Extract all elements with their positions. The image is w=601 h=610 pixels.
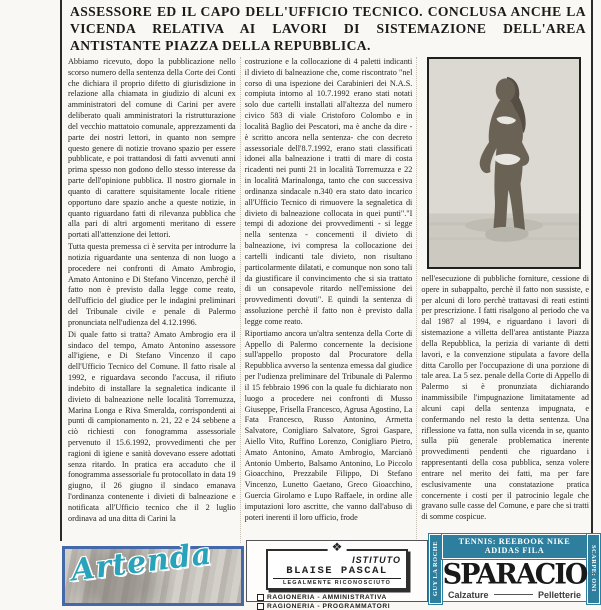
pascal-course-list bbox=[257, 594, 427, 610]
page-left-rule bbox=[60, 0, 62, 541]
left-strip-label: GUY LA ROCHE bbox=[432, 541, 439, 597]
paragraph: Riportiamo ancora un'altra sentenza della Corte di Appello di Palermo concernente la decisione sull'appello proposto dal Procuratore della Repubblica avverso la sentenza emessa dal giudice per l'udienza preliminare del Tribunale di Palermo il 15 febbraio 1996 con la quale fu dichiarato non luogo a procedere nei confronti di Musso Giuseppe, Frisella Francesco, Agrusa Agostino, La Fata Francesco, Russo Antonino, Armetta Salvatore, Conigliaro Salvatore, Sgroi Gaspare, Aiello Vito, Ruffino Lorenzo, Conigliaro Pietro, Amato Antonino, Amato Ambrogio, Marcianò Antonio Umberto, Balsamo Antonino, Lo Piccolo Gioacchino, Prezzabile Filippo, Di Stefano Vincenzo, Lunetto Gaetano, Greco Gioacchino, Guercia Girolamo e Lupo Raffaele, in ordine alle imputazioni loro ascritte, che vanno dall'abuso di poteri inerenti il loro ufficio, frode bbox=[244, 328, 413, 522]
article-column-2 bbox=[245, 57, 418, 543]
pascal-logo-box bbox=[266, 540, 408, 590]
artenda-brand: Artenda bbox=[69, 536, 214, 589]
ad-artenda bbox=[62, 536, 244, 606]
checkbox-bullet-icon bbox=[257, 594, 264, 601]
divider-line bbox=[494, 594, 533, 595]
right-strip-label: SCARPE: ONI bbox=[590, 545, 597, 593]
sparacio-right-strip bbox=[587, 534, 600, 604]
paragraph: costruzione e la collocazione di 4 paletti indicanti il divieto di balneazione che, come riscontrato "nel corso di una ispezione dei Carabinieri dei N.A.S. compiuta intorno al 10.7.1992 erano stati notati solo due cartelli installati all'altezza del numero civico 583 di viale Cristoforo Colombo e in località Baglio dei Pescatori, ma è anche da dire - è scritto ancora nella sentenza- che con decreto assessoriale dell'8.7.1992, erano stati classificati idonei alla balneazione i tratti di mare di costa ricadenti nei punti 21 in località Torremuzza e 22 in località Marinalonga, tanto che con successiva ordinanza sindacale n.340 era stato dato incarico all'Ufficio Tecnico di rimuovere la segnaletica di divieto di balneazione collocata in quei punti"."I tempi di adozione dei provvedimenti - si legge nella sentenza - concernenti il divieto di balneazione, ivi compresa la collocazione dei cartelli indicanti tale divieto, non risultano particolarmente dilatati, e comunque non sono tali da giustificare il convincimento che si sia trattato di un consapevole ritardo nell'emissione dei provvedimenti dovuti". E quindi la sentenza di assoluzione perchè il fatto non è previsto dalla legge come reato. bbox=[244, 57, 413, 326]
paragraph: Di quale fatto si tratta? Amato Ambrogio era il sindaco del tempo, Amato Antonino assessore all'igiene, e Di Stefano Vincenzo il capo dell'Ufficio Tecnico del Comune. Il fatto risale al 1992, e riguardava secondo l'accusa, il rifiuto indebito di installare la segnaletica indicante il divieto di balneazione nelle località Torremuzza, Marina Longa e Riva Smeralda, corrispondenti ai punti di campionamento n. 21, 22 e 24 sebbene a ciò richiesti con fonogramma assessoriale pervenuto il 15.6.1992, provvedimenti che per ragioni di igiene e sanità dovevano essere adottati senza ritardo. In pratica era accaduto che il fonogramma assessoriale fu protocollato in data 19 giugno, il 26 giugno il sindaco emanava l'ordinanza contenente i divieti di balneazione e notificata all'Ufficio tecnico che il 2 luglio ordinava ad una ditta di Carini la bbox=[68, 329, 236, 523]
article-headline: ASSESSORE ED IL CAPO DELL'UFFICIO TECNICO. CONCLUSA ANCHE LA VICENDA RELATIVA AI LAVORI DI SISTEMAZIONE DELL'AREA ANTISTANTE PIAZZA DELLA REPUBBLICA. bbox=[70, 4, 586, 54]
checkbox-bullet-icon bbox=[257, 603, 264, 610]
paragraph: Tutta questa premessa ci è servita per introdurre la notizia riguardante una sentenza di non luogo a procedere nei confronti di Amato Ambrogio, Amato Antonino e Di Stefano Vincenzo, perchè il fatto non è previsto dalla legge come reato, dell'ufficio del giudice per le indagini preliminari del Tribunale civile e penale di Palermo pronunciata nell'udienza del 4.12.1996. bbox=[68, 242, 236, 327]
article-body bbox=[68, 57, 589, 543]
pelletterie-label: Pelletterie bbox=[537, 589, 581, 600]
pascal-subtitle-label: LEGALMENTE RICONOSCIUTO bbox=[282, 580, 392, 586]
sparacio-banner: TENNIS: REEBOOK NIKE ADIDAS FILA bbox=[442, 534, 587, 559]
page-right-rule bbox=[591, 0, 593, 600]
list-item bbox=[257, 594, 427, 601]
article-column-3 bbox=[421, 57, 589, 543]
course-label: RAGIONERIA - AMMINISTRATIVA bbox=[267, 594, 387, 601]
paragraph: Abbiamo ricevuto, dopo la pubblicazione nello scorso numero della sentenza della Corte dei Conti che dichiara il proprio difetto di giurisdizione in relazione alla chiamata in giudizio di alcuni ex amministratori del comune di Carini per avere deliberato quali amministratori la ristrutturazione del vecchio mattatoio comunale, apprezzamenti da parte dei nostri lettori, in quanto non sempre questo genere di notizie trovano spazio per essere pubblicate, e poi trattandosi di fatti avvenuti anni prima spesso non godono dello stesso interesse da parte dell'opinione pubblica. Il nostro giornale in quanto di carattere squisitamente locale ritiene opportuno dare spazio anche a queste notizie, in quanto riguardano fatti di rilevanza pubblica che alla pari di altri argomenti meritano di essere portati all'attenzione dei lettori. bbox=[68, 57, 236, 240]
ad-sparacio bbox=[428, 533, 601, 602]
diamond-logo-icon: ❖ bbox=[328, 541, 347, 553]
beach-photo bbox=[427, 57, 581, 269]
sparacio-left-strip bbox=[429, 534, 442, 604]
sparacio-center bbox=[442, 534, 587, 604]
bather-silhouette-icon bbox=[429, 59, 579, 267]
calzature-label: Calzature bbox=[448, 589, 489, 600]
pascal-istituto-label: ISTITUTO bbox=[352, 555, 401, 565]
paragraph: nell'esecuzione di pubbliche forniture, cessione di opere in subappalto, perchè il fatto non sussiste, e per alcuni di loro perchè trattavasi di reati estinti per prescrizione. I fatti risalgono al periodo che va dal 1987 al 1994, e riguardano i lavori di sistemazione a villetta dell'area antistante Piazza della Repubblica, la perizia di variante di detti lavori, e la convenzione stipulata a favore della ditta Carollo per l'occupazione di una porzione di tale area. La 5 sez. penale della Corte di Appello di Palermo si è pronunziata dichiarando inammissibile l'impugnazione limitatamente ad alcuni capi della sentenza impugnata, e confermando nel resto la detta sentenza. Una riflessione va fatta, non sulla vicenda in se, quanto sulla più generale problematica inerente provvedimenti pendenti che riguardano i rappresentanti della cosa pubblica, senza volere entrare nel merito dei fatti, ma per fare esclusivamente una constatazione pratica concernente i costi per il patrocinio legale che gravano sulle casse del Comune, e pare che si tratti di somme cospicue. bbox=[421, 274, 590, 522]
pascal-brand-label: BLAISE PASCAL bbox=[273, 565, 401, 579]
sparacio-bottom-row bbox=[442, 590, 587, 604]
article-column-1 bbox=[68, 57, 241, 543]
list-item bbox=[257, 603, 427, 610]
course-label: RAGIONERIA - PROGRAMMATORI bbox=[267, 603, 391, 610]
sparacio-brand: SPARACIO bbox=[442, 557, 587, 591]
ad-istituto-blaise-pascal bbox=[246, 540, 428, 610]
